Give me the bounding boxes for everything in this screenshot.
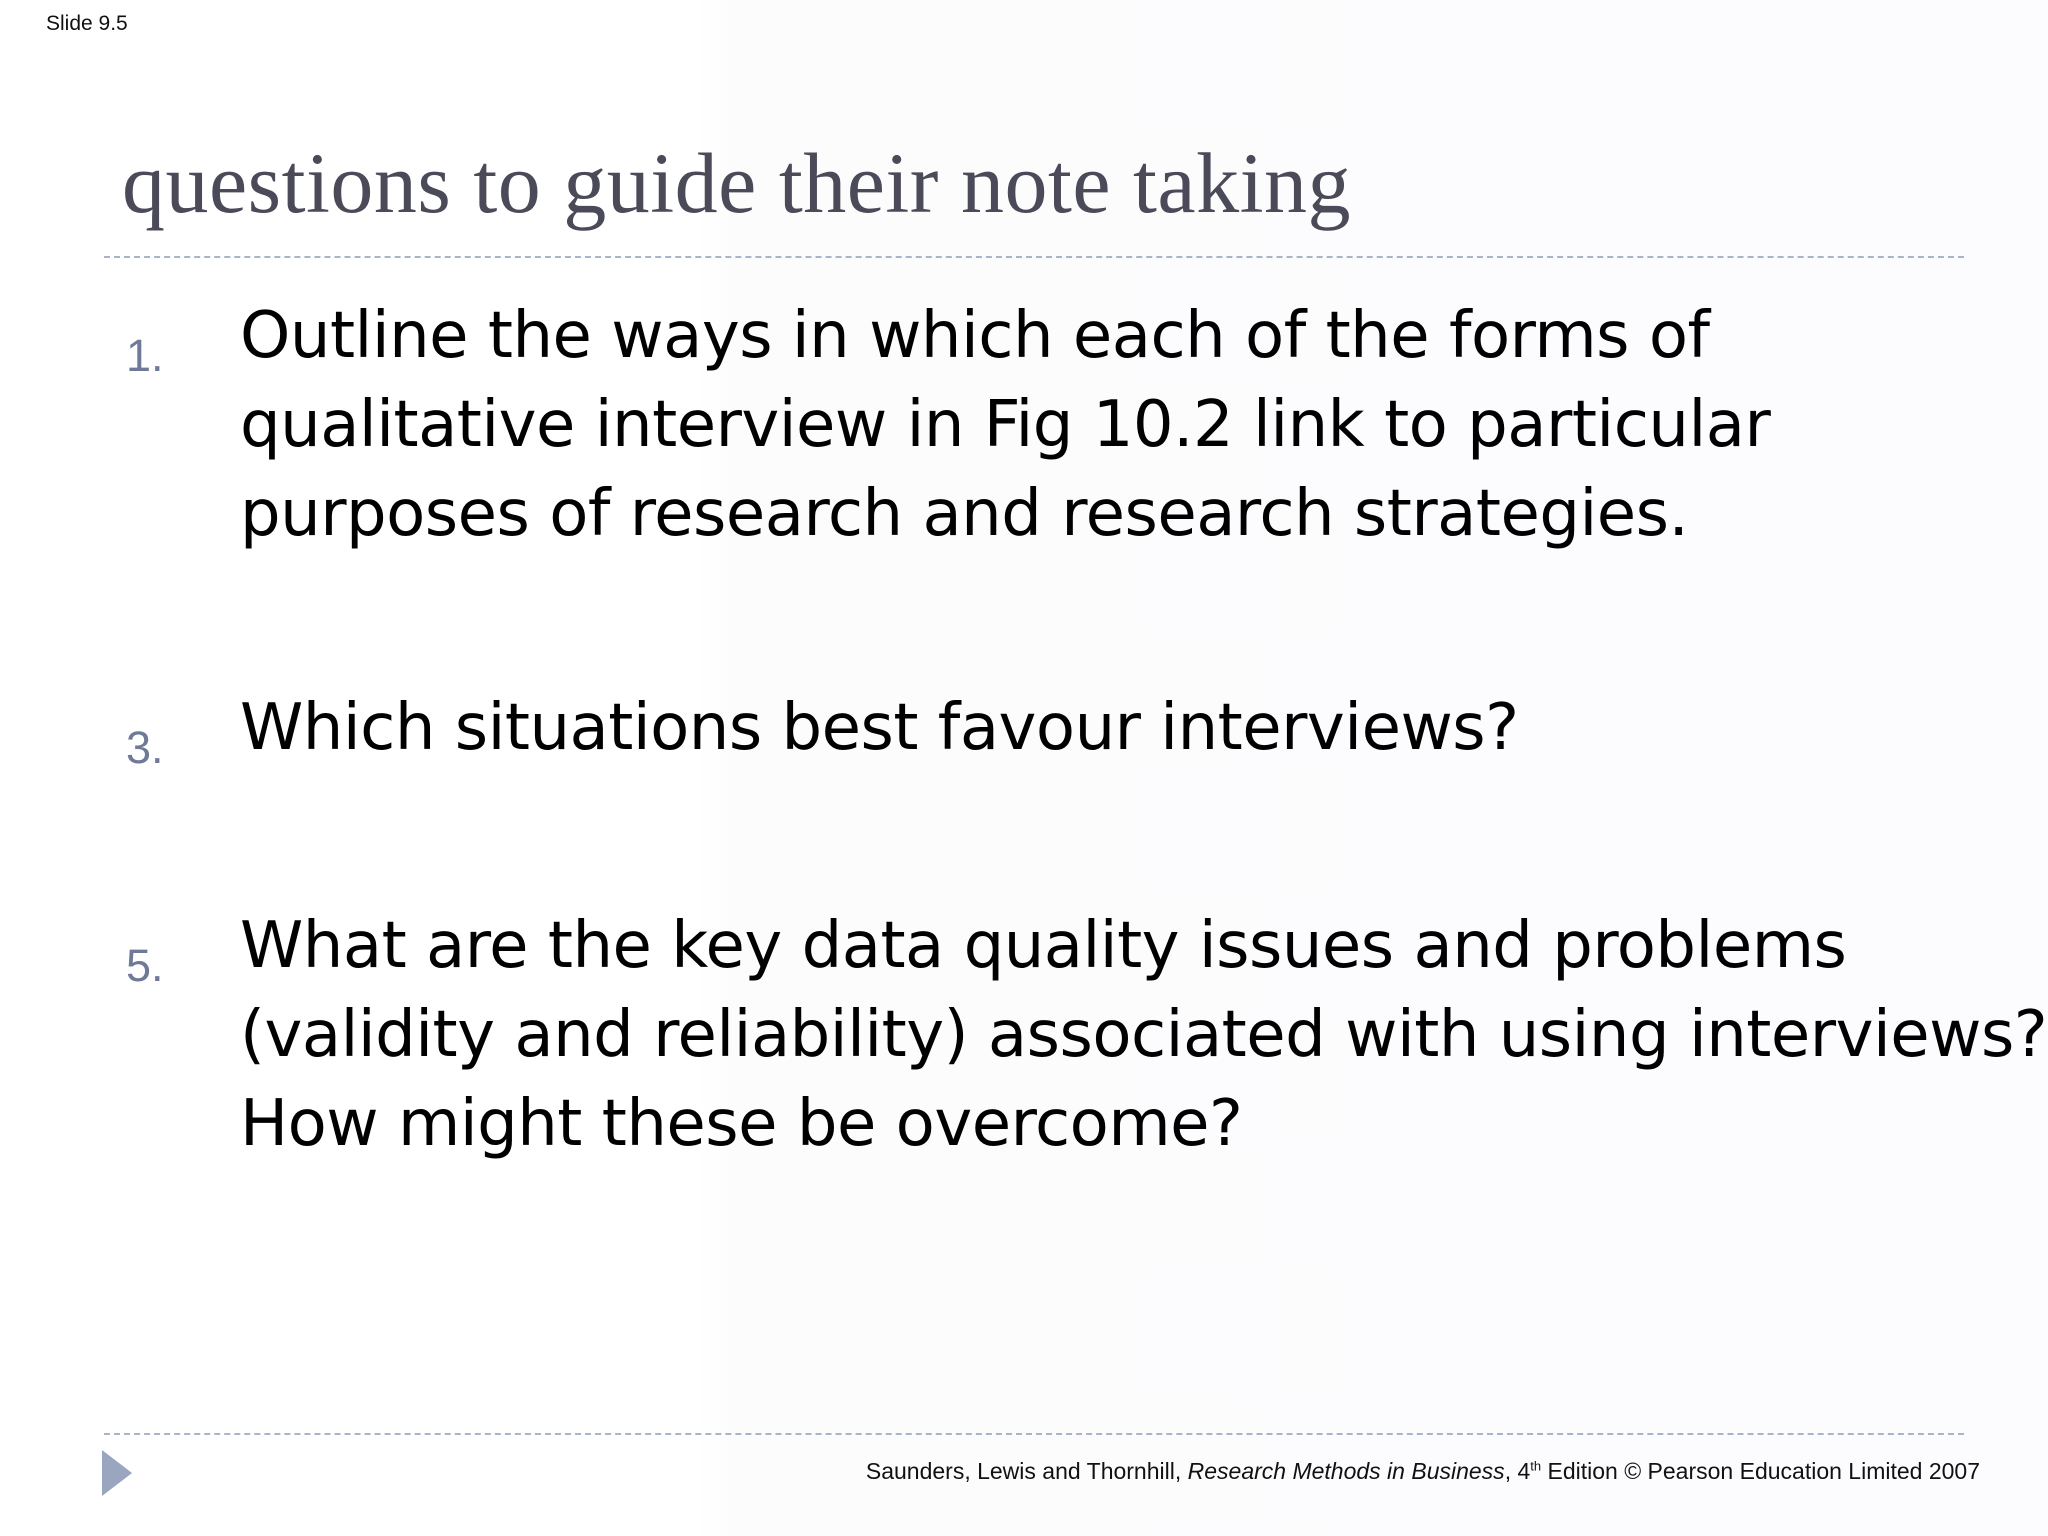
footer-book-title: Research Methods in Business — [1187, 1458, 1505, 1484]
footer-citation — [866, 1458, 1980, 1485]
question-text — [240, 902, 2048, 1169]
play-triangle-icon — [102, 1450, 132, 1496]
question-line: (validity and reliability) associated with using interviews? — [240, 998, 2048, 1072]
question-text — [240, 292, 2048, 559]
footer-edition: , 4 — [1504, 1458, 1531, 1484]
footer-edition-sup: th — [1530, 1458, 1542, 1474]
footer-publisher: Edition © Pearson Education Limited 2007 — [1541, 1458, 1980, 1484]
question-text — [240, 684, 2048, 773]
question-line: Outline the ways in which each of the forms of — [240, 299, 1710, 373]
footer-authors: Saunders, Lewis and Thornhill, — [865, 1458, 1188, 1484]
question-number: 3. — [126, 722, 164, 773]
footer-divider — [104, 1433, 1964, 1435]
question-line: How might these be overcome? — [240, 1087, 1243, 1161]
question-line: Which situations best favour interviews? — [240, 691, 1519, 765]
question-line: What are the key data quality issues and problems — [240, 909, 1847, 983]
slide-title: questions to guide their note taking — [122, 135, 1351, 231]
slide-number: Slide 9.5 — [46, 12, 128, 35]
title-divider — [104, 256, 1964, 258]
question-number: 5. — [126, 940, 164, 991]
question-line: purposes of research and research strategies. — [240, 477, 1689, 551]
question-line: qualitative interview in Fig 10.2 link to particular — [240, 388, 1771, 462]
question-number: 1. — [126, 330, 164, 381]
